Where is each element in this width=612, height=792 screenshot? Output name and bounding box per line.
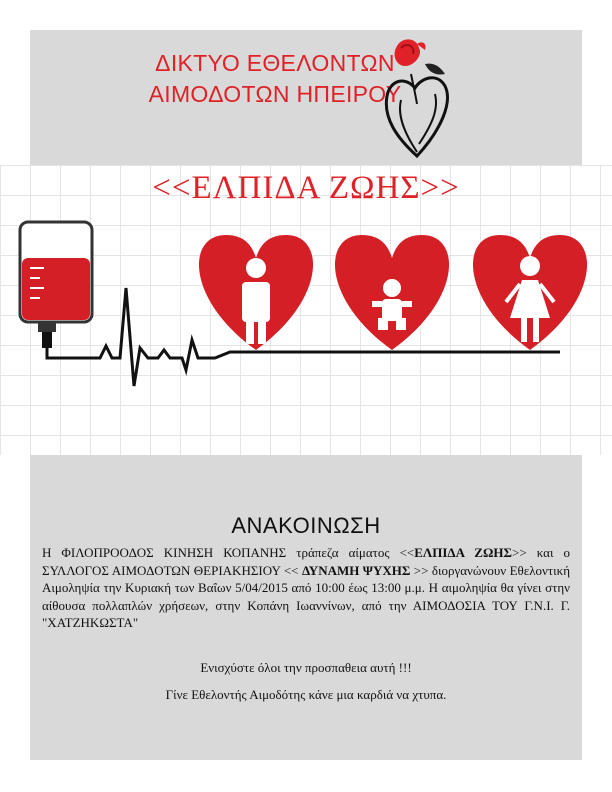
header-panel bbox=[30, 30, 582, 165]
announcement-title: ΑΝΑΚΟΙΝΩΣΗ bbox=[231, 513, 381, 538]
organization-name-line2: ΑΙΜΟΔΟΤΩΝ ΗΠΕΙΡΟΥ bbox=[148, 81, 402, 107]
blood-bag-icon bbox=[20, 222, 92, 348]
bank-name-bold: ΕΛΠΙΔΑ ΖΩΗΣ bbox=[414, 545, 512, 560]
paragraph-part-3: >> διοργανώνουν Εθελοντική Αιμοληψία την Κυριακή των Βαΐων 5/04/2015 από 10:00 έως 13:00 μ.μ. Η αιμοληψία θα γίνει στην αίθουσα πολλαπλών χρήσεων, στην Κοπάνη Ιωαννίνων, από την ΑΙΜΟΔΟΣΙΑ ΤΟΥ Γ.Ν.Ι. Γ. "ΧΑΤΖΗΚΩΣΤΑ" bbox=[42, 562, 570, 630]
donor-slogan-line: Γίνε Εθελοντής Αιμοδότης κάνε μια καρδιά να χτυπα. bbox=[165, 687, 447, 702]
heart-man-icon bbox=[199, 235, 313, 350]
heartbeat-line bbox=[47, 288, 560, 386]
organization-name bbox=[145, 48, 405, 110]
heart-child-icon bbox=[335, 235, 449, 350]
call-to-action-line: Ενισχύστε όλοι την προσπαθεια αυτή !!! bbox=[200, 660, 412, 675]
rose-heart-logo-icon bbox=[375, 34, 465, 162]
slogan-title: <<ΕΛΠΙΔΑ ΖΩΗΣ>> bbox=[152, 170, 460, 206]
hero-illustration bbox=[0, 200, 612, 400]
announcement-panel bbox=[30, 455, 582, 760]
announcement-paragraph bbox=[42, 544, 570, 632]
organization-name-line1: ΔΙΚΤΥΟ ΕΘΕΛΟΝΤΩΝ bbox=[155, 50, 395, 76]
paragraph-part-1: Η ΦΙΛΟΠΡΟΟΔΟΣ ΚΙΝΗΣΗ ΚΟΠΑΝΗΣ τράπεζα αίματος << bbox=[42, 545, 415, 560]
heart-woman-icon bbox=[473, 235, 587, 350]
association-name-bold: ΔΥΝΑΜΗ ΨΥΧΗΣ bbox=[301, 562, 411, 578]
paragraph-part-2: >> και ο ΣΥΛΛΟΓΟΣ ΑΙΜΟΔΟΤΩΝ ΘΕΡΙΑΚΗΣΙΟΥ << bbox=[42, 545, 570, 578]
